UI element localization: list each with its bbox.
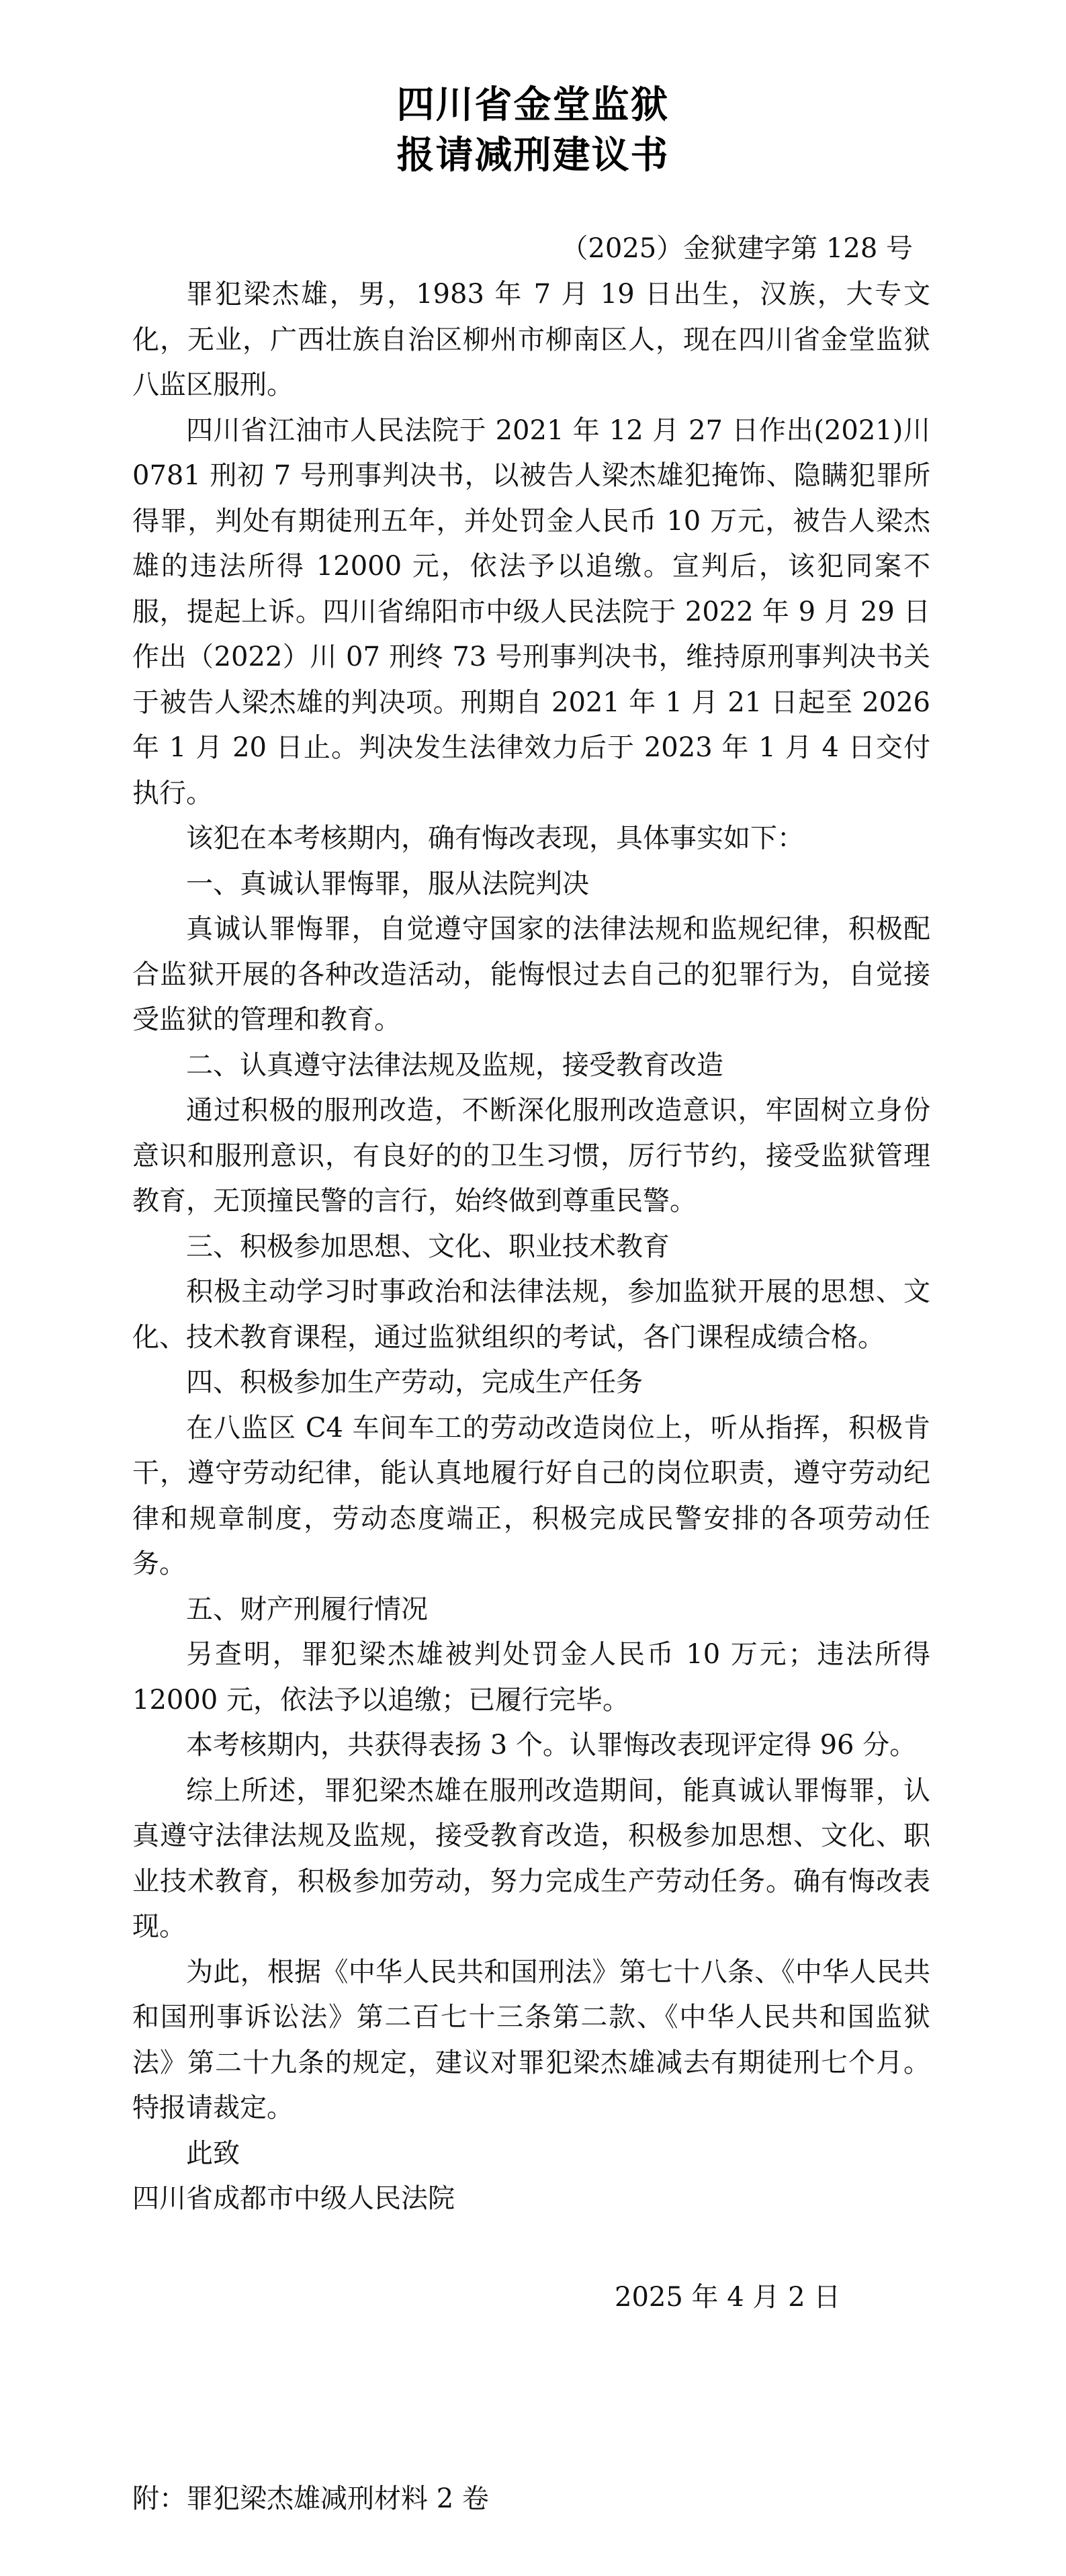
paragraph-salutation: 此致 bbox=[186, 2137, 240, 2169]
document-title-line2: 报请减刑建议书 bbox=[396, 134, 670, 177]
paragraph-section-2: 通过积极的服刑改造，不断深化服刑改造意识，牢固树立身份意识和服刑意识，有良好的的卫生习惯，厉行节约，接受监狱管理教育，无顶撞民警的言行，始终做到尊重民警。 bbox=[132, 1095, 930, 1216]
section-heading-4: 四、积极参加生产劳动，完成生产任务 bbox=[186, 1367, 643, 1398]
paragraph-facts-intro: 该犯在本考核期内，确有悔改表现，具体事实如下： bbox=[186, 823, 804, 854]
paragraph-recommendation: 为此，根据《中华人民共和国刑法》第七十八条、《中华人民共和国刑事诉讼法》第二百七十三条第二款、《中华人民共和国监狱法》第二十九条的规定，建议对罪犯梁杰雄减去有期徒刑七个月。特报请裁定。 bbox=[132, 1956, 930, 2123]
attachment-note: 附：罪犯梁杰雄减刑材料 2 卷 bbox=[132, 2483, 489, 2514]
document-date: 2025 年 4 月 2 日 bbox=[615, 2282, 841, 2313]
paragraph-summary: 综上所述，罪犯梁杰雄在服刑改造期间，能真诚认罪悔罪，认真遵守法律法规及监规，接受教育改造，积极参加思想、文化、职业技术教育，积极参加劳动，努力完成生产劳动任务。确有悔改表现。 bbox=[132, 1775, 930, 1942]
section-heading-1: 一、真诚认罪悔罪，服从法院判决 bbox=[186, 868, 589, 899]
paragraph-judgment-history: 四川省江油市人民法院于 2021 年 12 月 27 日作出(2021)川 0781 刑初 7 号刑事判决书，以被告人梁杰雄犯掩饰、隐瞒犯罪所得罪，判处有期徒刑五年，并处罚金人民币 10 万元，被告人梁杰雄的违法所得 12000 元，依法予以追缴。宣判后，该犯同案不服，提起上诉。四川省绵阳市中级人民法院于 2022 年 9 月 29 日作出（2022）川 07 刑终 73 号刑事判决书，维持原刑事判决书关于被告人梁杰雄的判决项。刑期自 2021 年 1 月 21 日起至 2026 年 1 月 20 日止。判决发生法律效力后于 2023 年 1 月 4 日交付执行。 bbox=[132, 414, 930, 809]
paragraph-section-1: 真诚认罪悔罪，自觉遵守国家的法律法规和监规纪律，积极配合监狱开展的各种改造活动，能悔恨过去自己的犯罪行为，自觉接受监狱的管理和教育。 bbox=[132, 914, 930, 1035]
document-title-line1: 四川省金堂监狱 bbox=[396, 83, 670, 127]
section-heading-2: 二、认真遵守法律法规及监规，接受教育改造 bbox=[186, 1049, 723, 1081]
paragraph-section-3: 积极主动学习时事政治和法律法规，参加监狱开展的思想、文化、技术教育课程，通过监狱组织的考试，各门课程成绩合格。 bbox=[132, 1276, 930, 1353]
section-heading-3: 三、积极参加思想、文化、职业技术教育 bbox=[186, 1231, 670, 1262]
paragraph-section-5: 另查明，罪犯梁杰雄被判处罚金人民币 10 万元；违法所得 12000 元，依法予以追缴；已履行完毕。 bbox=[132, 1639, 930, 1716]
paragraph-section-4: 在八监区 C4 车间车工的劳动改造岗位上，听从指挥，积极肯干，遵守劳动纪律，能认真地履行好自己的岗位职责，遵守劳动纪律和规章制度，劳动态度端正，积极完成民警安排的各项劳动任务。 bbox=[132, 1412, 930, 1579]
document-number: （2025）金狱建字第 128 号 bbox=[561, 233, 913, 264]
document-body bbox=[132, 272, 930, 2222]
paragraph-offender-info: 罪犯梁杰雄，男，1983 年 7 月 19 日出生，汉族，大专文化，无业，广西壮族自治区柳州市柳南区人，现在四川省金堂监狱八监区服刑。 bbox=[132, 279, 930, 400]
section-heading-5: 五、财产刑履行情况 bbox=[186, 1593, 428, 1625]
recipient: 四川省成都市中级人民法院 bbox=[132, 2183, 455, 2214]
paragraph-assessment: 本考核期内，共获得表扬 3 个。认罪悔改表现评定得 96 分。 bbox=[186, 1730, 917, 1761]
